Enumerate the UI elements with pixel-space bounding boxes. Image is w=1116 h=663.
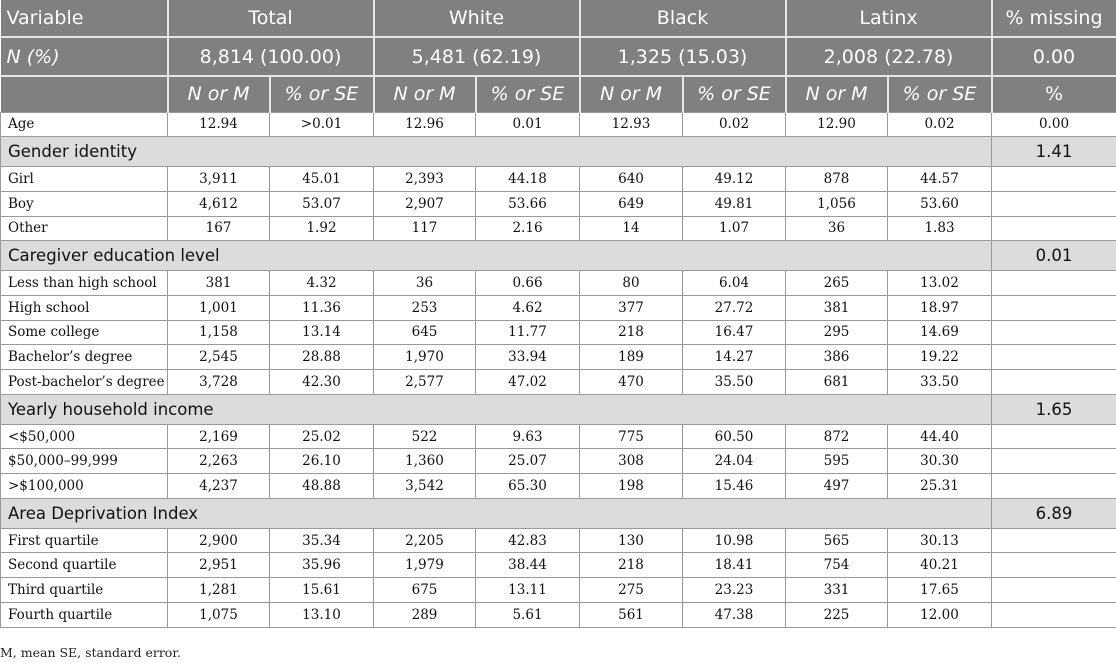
table-row [1,578,1116,603]
section-header-row [1,394,1116,424]
row-label: Third quartile [1,578,168,603]
cell-value: 48.88 [270,474,374,499]
cell-value: 3,542 [374,474,476,499]
section-missing: 0.01 [992,241,1116,271]
subheader-blank [1,76,168,112]
cell-value: 130 [580,528,683,553]
table-row [1,424,1116,449]
cell-value: 17.65 [888,578,992,603]
cell-value: 167 [168,216,270,241]
table-row [1,216,1116,241]
table-row [1,271,1116,296]
cell-value: 675 [374,578,476,603]
section-header-row [1,498,1116,528]
table-row [1,320,1116,345]
cell-missing [992,578,1116,603]
table-row-age [1,112,1116,137]
cell-value: 53.66 [476,191,580,216]
cell-value: 275 [580,578,683,603]
header-row-n [1,37,1116,76]
section-title: Yearly household income [1,394,992,424]
cell-value: 30.13 [888,528,992,553]
n-white: 5,481 (62.19) [374,37,580,76]
cell-value: 1.83 [888,216,992,241]
subheader-pct-or-se: % or SE [476,76,580,112]
cell-value: 4.32 [270,271,374,296]
cell-value: 35.50 [683,370,786,395]
cell-value: 1.92 [270,216,374,241]
cell-missing [992,370,1116,395]
table-footnote: M, mean SE, standard error. [0,645,181,660]
cell-value: 38.44 [476,553,580,578]
cell-value: 13.10 [270,602,374,627]
cell-value: 1.07 [683,216,786,241]
subheader-pct-or-se: % or SE [683,76,786,112]
cell-value: 377 [580,295,683,320]
row-label: Less than high school [1,271,168,296]
cell-value: 47.02 [476,370,580,395]
cell-value: 2,169 [168,424,270,449]
cell-value: 872 [786,424,888,449]
cell-value: 13.11 [476,578,580,603]
cell-value: 28.88 [270,345,374,370]
section-header-row [1,137,1116,167]
cell-value: 189 [580,345,683,370]
cell-value: 2,577 [374,370,476,395]
cell-missing [992,320,1116,345]
row-label: First quartile [1,528,168,553]
row-label: $50,000–99,999 [1,449,168,474]
row-label: Girl [1,167,168,192]
cell-value: 25.31 [888,474,992,499]
subheader-n-or-m: N or M [786,76,888,112]
group-header-total: Total [168,0,374,37]
cell-value: 40.21 [888,553,992,578]
n-total: 8,814 (100.00) [168,37,374,76]
cell-value: 522 [374,424,476,449]
n-black: 1,325 (15.03) [580,37,786,76]
cell-value: 10.98 [683,528,786,553]
cell-value: 0.02 [683,112,786,137]
row-label: Bachelor’s degree [1,345,168,370]
cell-value: 27.72 [683,295,786,320]
cell-missing [992,528,1116,553]
cell-value: 2,951 [168,553,270,578]
cell-value: 30.30 [888,449,992,474]
cell-value: 640 [580,167,683,192]
cell-value: 295 [786,320,888,345]
cell-value: 11.36 [270,295,374,320]
cell-value: 381 [786,295,888,320]
row-label: Fourth quartile [1,602,168,627]
cell-value: 36 [374,271,476,296]
cell-value: 754 [786,553,888,578]
cell-value: 26.10 [270,449,374,474]
section-header-row [1,241,1116,271]
cell-value: 0.02 [888,112,992,137]
variable-header: Variable [1,0,168,37]
cell-value: 1,075 [168,602,270,627]
cell-value: 497 [786,474,888,499]
cell-value: 13.14 [270,320,374,345]
cell-value: 44.18 [476,167,580,192]
cell-value: 2,263 [168,449,270,474]
cell-value: 33.94 [476,345,580,370]
cell-value: 24.04 [683,449,786,474]
cell-value: 878 [786,167,888,192]
cell-value: 1,158 [168,320,270,345]
cell-value: 1,056 [786,191,888,216]
cell-value: 1,970 [374,345,476,370]
cell-missing [992,474,1116,499]
cell-value: 42.83 [476,528,580,553]
n-missing: 0.00 [992,37,1116,76]
cell-value: 12.00 [888,602,992,627]
row-label: Age [1,112,168,137]
row-label: Second quartile [1,553,168,578]
cell-value: 681 [786,370,888,395]
cell-value: 11.77 [476,320,580,345]
cell-value: 595 [786,449,888,474]
table-row [1,345,1116,370]
cell-missing [992,295,1116,320]
row-label: Some college [1,320,168,345]
cell-value: 16.47 [683,320,786,345]
cell-value: 645 [374,320,476,345]
cell-value: 15.46 [683,474,786,499]
cell-value: 65.30 [476,474,580,499]
cell-value: 2,205 [374,528,476,553]
cell-value: 649 [580,191,683,216]
row-label: High school [1,295,168,320]
cell-value: 5.61 [476,602,580,627]
cell-value: 218 [580,320,683,345]
cell-value: 2,545 [168,345,270,370]
cell-value: 33.50 [888,370,992,395]
cell-value: 49.12 [683,167,786,192]
cell-value: 4,612 [168,191,270,216]
cell-value: 53.07 [270,191,374,216]
row-label: <$50,000 [1,424,168,449]
group-header-black: Black [580,0,786,37]
row-label: Post-bachelor’s degree [1,370,168,395]
group-header-latinx: Latinx [786,0,992,37]
cell-value: 386 [786,345,888,370]
cell-value: 25.07 [476,449,580,474]
cell-value: 253 [374,295,476,320]
cell-value: 12.96 [374,112,476,137]
cell-value: 225 [786,602,888,627]
cell-value: 2,907 [374,191,476,216]
cell-value: 561 [580,602,683,627]
cell-value: 198 [580,474,683,499]
cell-value: 18.41 [683,553,786,578]
cell-value: 308 [580,449,683,474]
section-missing: 6.89 [992,498,1116,528]
section-title: Area Deprivation Index [1,498,992,528]
cell-missing [992,191,1116,216]
cell-value: 331 [786,578,888,603]
cell-missing [992,271,1116,296]
cell-value: 2.16 [476,216,580,241]
cell-value: 36 [786,216,888,241]
cell-value: 35.34 [270,528,374,553]
cell-value: 12.93 [580,112,683,137]
cell-missing [992,449,1116,474]
section-title: Gender identity [1,137,992,167]
cell-value: 14 [580,216,683,241]
cell-value: 0.66 [476,271,580,296]
cell-missing [992,167,1116,192]
cell-value: 0.01 [476,112,580,137]
cell-value: 19.22 [888,345,992,370]
cell-value: 9.63 [476,424,580,449]
cell-value: 1,360 [374,449,476,474]
cell-value: 1,979 [374,553,476,578]
cell-value: 265 [786,271,888,296]
cell-value: 60.50 [683,424,786,449]
cell-value: 45.01 [270,167,374,192]
table-row [1,474,1116,499]
table-row [1,191,1116,216]
row-label: >$100,000 [1,474,168,499]
section-missing: 1.41 [992,137,1116,167]
cell-value: 47.38 [683,602,786,627]
subheader-pct-or-se: % or SE [270,76,374,112]
row-label: Other [1,216,168,241]
cell-value: 117 [374,216,476,241]
table-row [1,370,1116,395]
subheader-pct-or-se: % or SE [888,76,992,112]
cell-value: 12.90 [786,112,888,137]
n-latinx: 2,008 (22.78) [786,37,992,76]
cell-value: 14.69 [888,320,992,345]
section-missing: 1.65 [992,394,1116,424]
cell-value: 25.02 [270,424,374,449]
cell-value: 1,001 [168,295,270,320]
cell-value: 23.23 [683,578,786,603]
subheader-n-or-m: N or M [168,76,270,112]
cell-value: 289 [374,602,476,627]
cell-missing [992,216,1116,241]
row-label: Boy [1,191,168,216]
cell-value: 4,237 [168,474,270,499]
cell-value: >0.01 [270,112,374,137]
group-header-white: White [374,0,580,37]
cell-value: 14.27 [683,345,786,370]
cell-value: 44.57 [888,167,992,192]
table-row [1,528,1116,553]
cell-value: 3,728 [168,370,270,395]
cell-missing [992,602,1116,627]
header-row-groups [1,0,1116,37]
cell-value: 13.02 [888,271,992,296]
subheader-missing-pct: % [992,76,1116,112]
cell-value: 44.40 [888,424,992,449]
table-row [1,167,1116,192]
cell-value: 15.61 [270,578,374,603]
cell-value: 381 [168,271,270,296]
cell-value: 2,900 [168,528,270,553]
cell-missing [992,553,1116,578]
header-row-subheaders [1,76,1116,112]
cell-value: 35.96 [270,553,374,578]
cell-missing: 0.00 [992,112,1116,137]
cell-value: 6.04 [683,271,786,296]
cell-value: 42.30 [270,370,374,395]
cell-value: 218 [580,553,683,578]
cell-value: 53.60 [888,191,992,216]
subheader-n-or-m: N or M [580,76,683,112]
subheader-n-or-m: N or M [374,76,476,112]
cell-missing [992,424,1116,449]
cell-value: 775 [580,424,683,449]
n-label: N (%) [1,37,168,76]
cell-missing [992,345,1116,370]
cell-value: 2,393 [374,167,476,192]
table-row [1,449,1116,474]
table-row [1,295,1116,320]
cell-value: 4.62 [476,295,580,320]
cell-value: 80 [580,271,683,296]
table-row [1,602,1116,627]
cell-value: 470 [580,370,683,395]
table-row [1,553,1116,578]
cell-value: 49.81 [683,191,786,216]
cell-value: 18.97 [888,295,992,320]
cell-value: 12.94 [168,112,270,137]
section-title: Caregiver education level [1,241,992,271]
missing-header: % missing [992,0,1116,37]
cell-value: 1,281 [168,578,270,603]
cell-value: 3,911 [168,167,270,192]
cell-value: 565 [786,528,888,553]
